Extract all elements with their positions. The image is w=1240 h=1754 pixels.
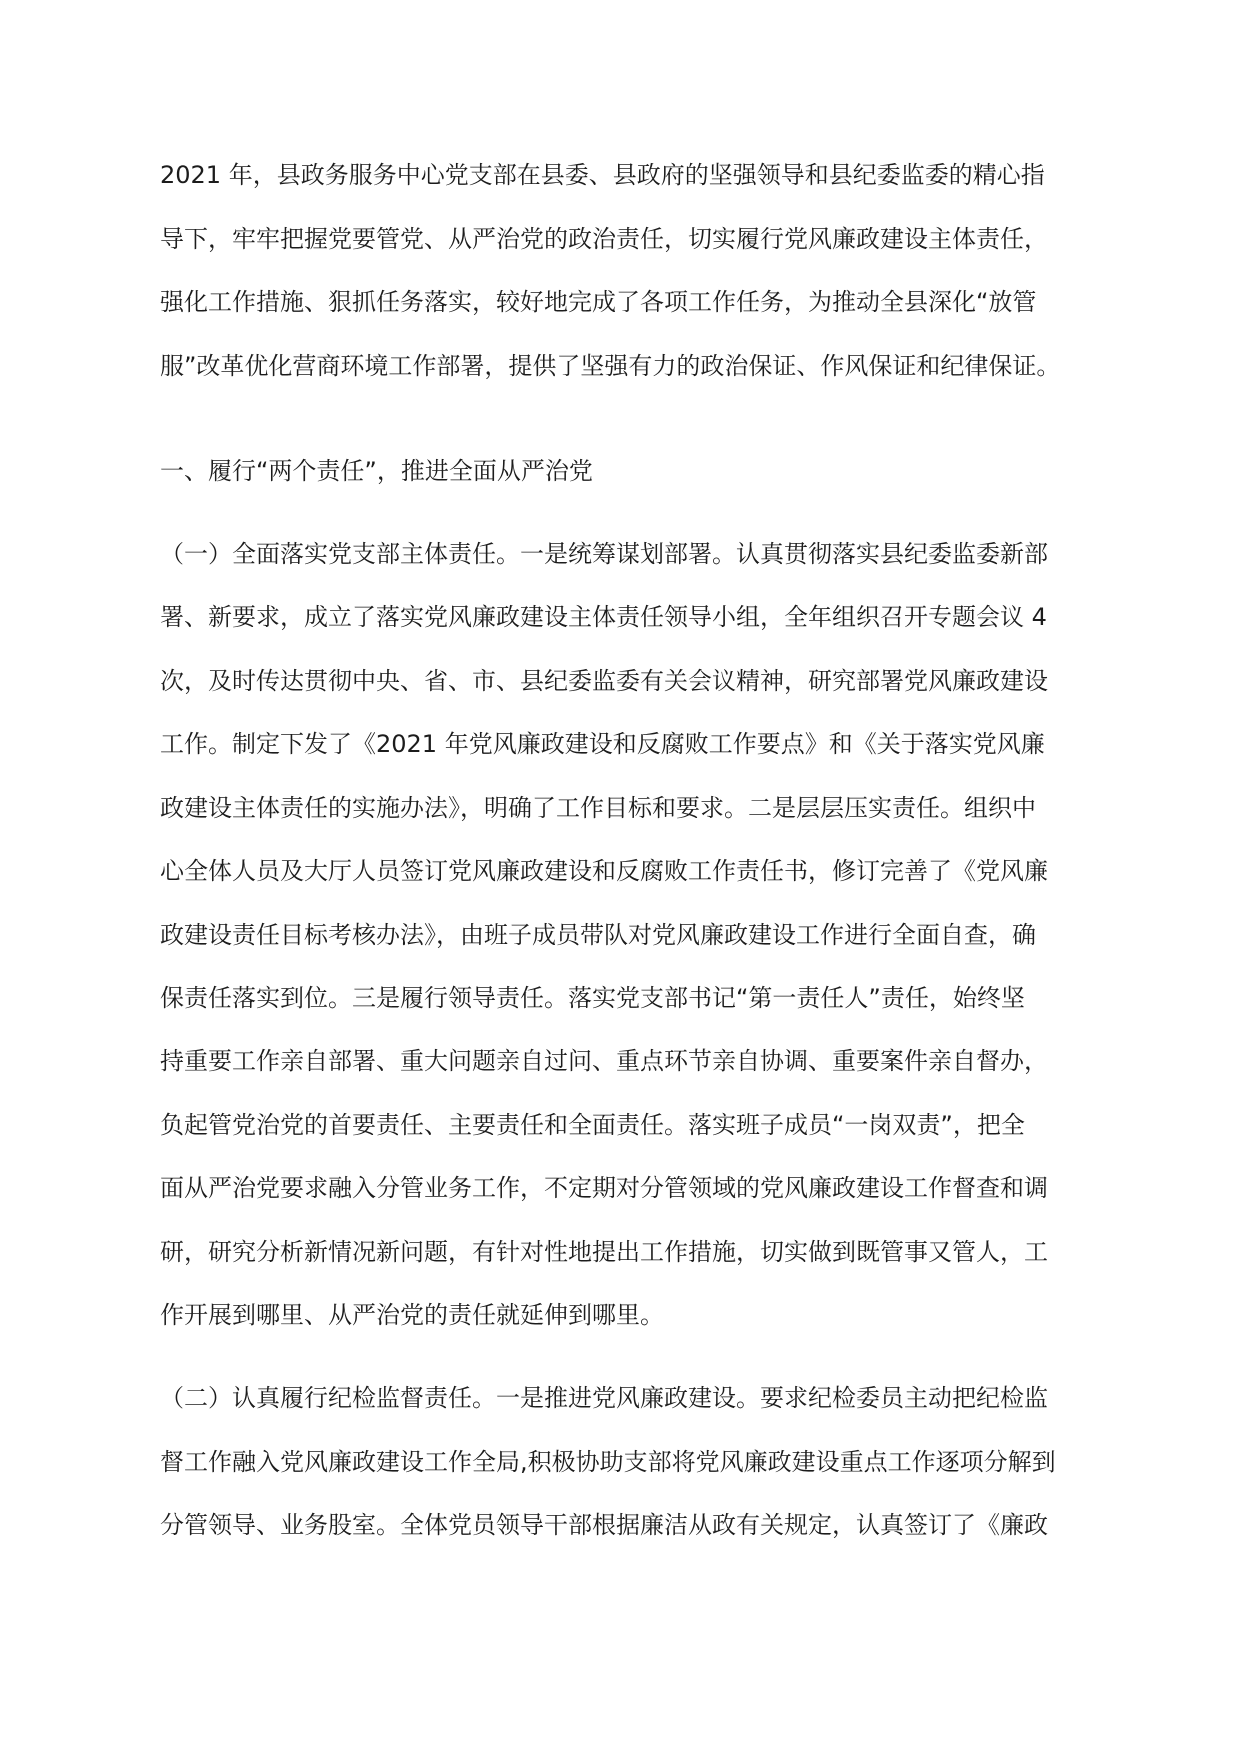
- section-heading: 一、履行“两个责任”，推进全面从严治党: [160, 457, 593, 485]
- paragraph-2-line-11: 面从严治党要求融入分管业务工作，不定期对分管领域的党风廉政建设工作督查和调: [160, 1174, 1048, 1202]
- paragraph-2-line-12: 研，研究分析新情况新问题，有针对性地提出工作措施，切实做到既管事又管人，工: [160, 1238, 1048, 1266]
- paragraph-3-line-1: （二）认真履行纪检监督责任。一是推进党风廉政建设。要求纪检委员主动把纪检监: [160, 1384, 1048, 1412]
- paragraph-1-line-2: 导下，牢牢把握党要管党、从严治党的政治责任，切实履行党风廉政建设主体责任，: [160, 225, 1048, 253]
- paragraph-1-line-4: 服”改革优化营商环境工作部署，提供了坚强有力的政治保证、作风保证和纪律保证。: [160, 352, 1061, 380]
- paragraph-1-line-1: 2021 年，县政务服务中心党支部在县委、县政府的坚强领导和县纪委监委的精心指: [160, 161, 1045, 189]
- paragraph-2-line-1: （一）全面落实党支部主体责任。一是统筹谋划部署。认真贯彻落实县纪委监委新部: [160, 540, 1048, 568]
- paragraph-1-line-3: 强化工作措施、狠抓任务落实，较好地完成了各项工作任务，为推动全县深化“放管: [160, 288, 1037, 316]
- paragraph-2-line-7: 政建设责任目标考核办法》，由班子成员带队对党风廉政建设工作进行全面自查，确: [160, 921, 1036, 949]
- paragraph-2-line-13: 作开展到哪里、从严治党的责任就延伸到哪里。: [160, 1301, 664, 1329]
- paragraph-2-line-9: 持重要工作亲自部署、重大问题亲自过问、重点环节亲自协调、重要案件亲自督办，: [160, 1047, 1048, 1075]
- paragraph-2-line-6: 心全体人员及大厅人员签订党风廉政建设和反腐败工作责任书，修订完善了《党风廉: [160, 857, 1048, 885]
- paragraph-3-line-2: 督工作融入党风廉政建设工作全局,积极协助支部将党风廉政建设重点工作逐项分解到: [160, 1448, 1056, 1476]
- paragraph-2-line-5: 政建设主体责任的实施办法》，明确了工作目标和要求。二是层层压实责任。组织中: [160, 794, 1036, 822]
- paragraph-2-line-4: 工作。制定下发了《2021 年党风廉政建设和反腐败工作要点》和《关于落实党风廉: [160, 730, 1045, 758]
- paragraph-2-line-8: 保责任落实到位。三是履行领导责任。落实党支部书记“第一责任人”责任，始终坚: [160, 984, 1025, 1012]
- paragraph-2-line-3: 次，及时传达贯彻中央、省、市、县纪委监委有关会议精神，研究部署党风廉政建设: [160, 667, 1048, 695]
- paragraph-2-line-2: 署、新要求，成立了落实党风廉政建设主体责任领导小组，全年组织召开专题会议 4: [160, 603, 1047, 631]
- paragraph-2-line-10: 负起管党治党的首要责任、主要责任和全面责任。落实班子成员“一岗双责”，把全: [160, 1111, 1025, 1139]
- paragraph-3-line-3: 分管领导、业务股室。全体党员领导干部根据廉洁从政有关规定，认真签订了《廉政: [160, 1511, 1048, 1539]
